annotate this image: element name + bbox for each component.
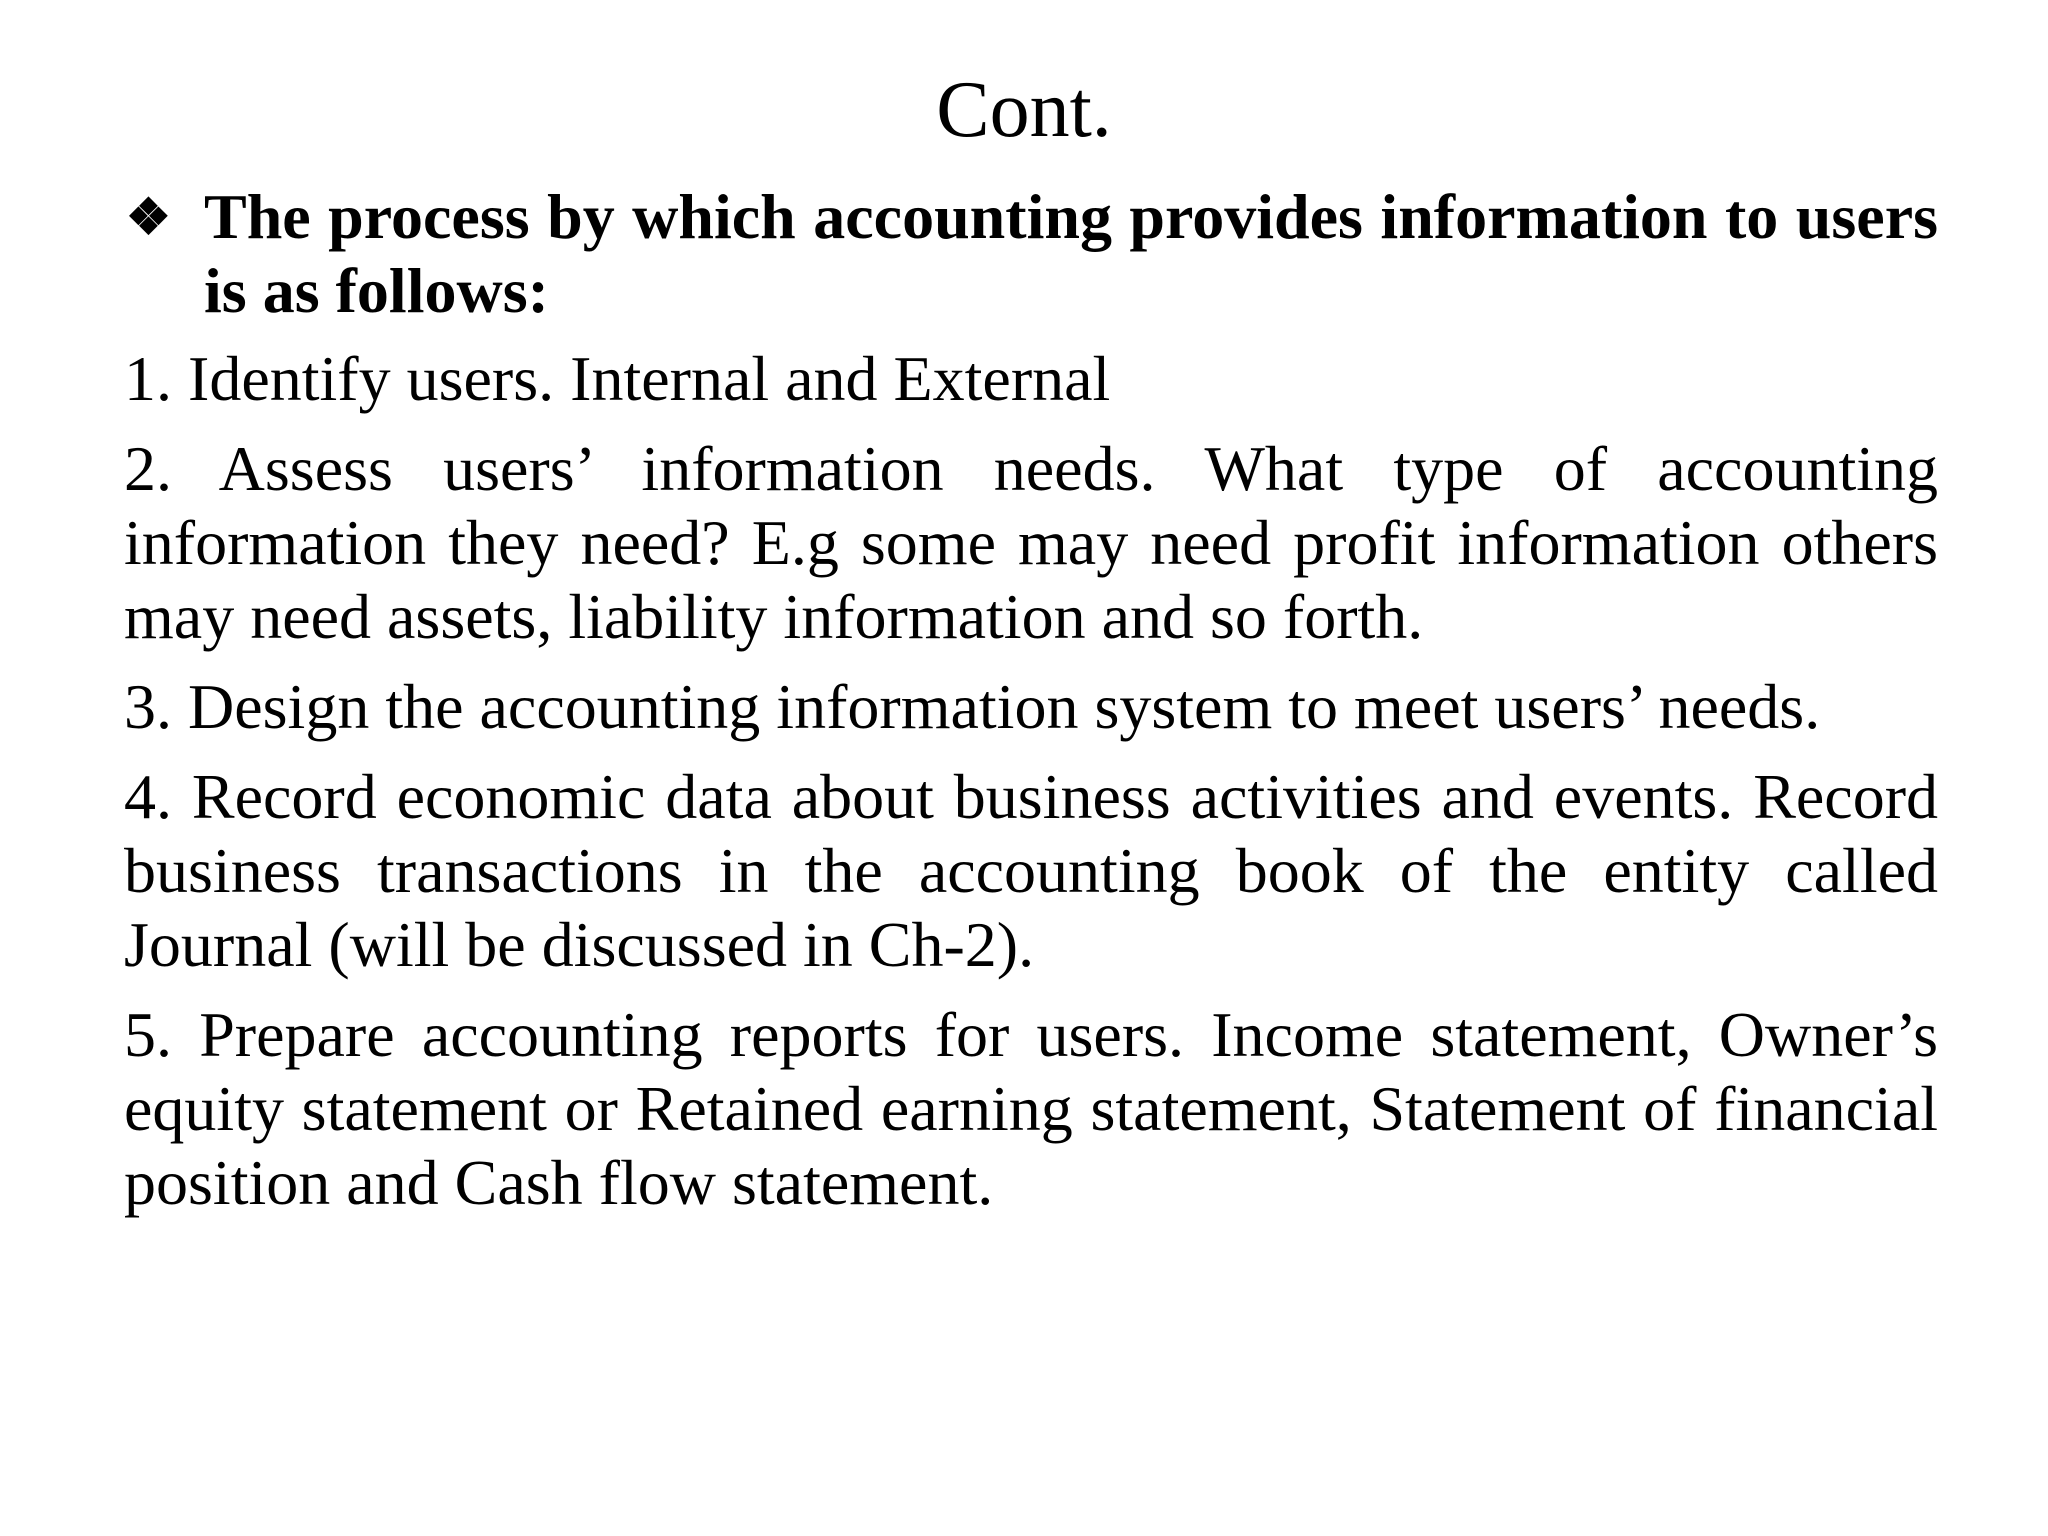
slide-body <box>124 180 1938 1236</box>
list-item-3: 3. Design the accounting information system to meet users’ needs. <box>124 671 1821 742</box>
list-item-2: 2. Assess users’ information needs. What type of accounting information they need? E.g some may need profit information others may need assets, liability information and so forth. <box>124 433 1938 652</box>
slide-title: Cont. <box>936 66 1112 154</box>
list-item-1: 1. Identify users. Internal and External <box>124 343 1111 414</box>
diamond-bullet-icon: ❖ <box>126 189 171 245</box>
lead-text: The process by which accounting provides information to users is as follows: <box>204 181 1938 326</box>
list-item-5: 5. Prepare accounting reports for users. Income statement, Owner’s equity statement or Retained earning statement, Statement of financial position and Cash flow statement. <box>124 999 1938 1218</box>
lead-bullet-point <box>124 180 1938 328</box>
list-item-4: 4. Record economic data about business activities and events. Record business transactions in the accounting book of the entity called Journal (will be discussed in Ch-2). <box>124 761 1938 980</box>
